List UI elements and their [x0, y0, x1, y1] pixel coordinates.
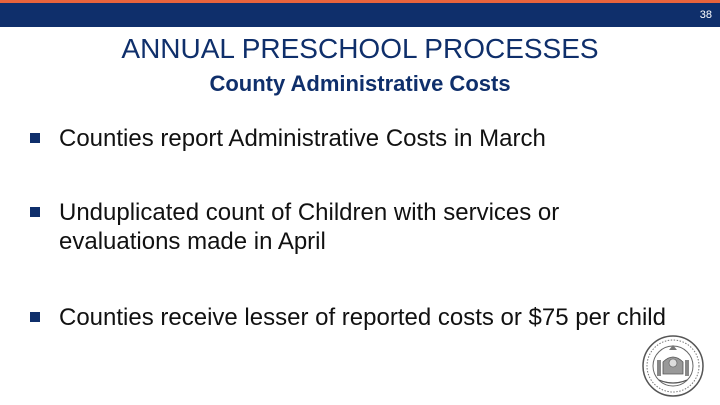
header-accent-stripe: [0, 0, 720, 3]
bullet-text: Counties receive lesser of reported costs or $75 per child: [59, 304, 666, 331]
square-bullet-icon: [30, 312, 40, 322]
state-seal-icon: [641, 334, 705, 398]
header-bar: [0, 0, 720, 27]
square-bullet-icon: [30, 133, 40, 143]
bullet-text: Counties report Administrative Costs in March: [59, 125, 546, 152]
slide-title: ANNUAL PRESCHOOL PROCESSES: [121, 33, 599, 64]
bullet-text: Unduplicated count of Children with services or evaluations made in April: [59, 199, 560, 255]
slide-subtitle: County Administrative Costs: [209, 71, 511, 96]
square-bullet-icon: [30, 207, 40, 217]
page-number: 38: [699, 9, 712, 21]
